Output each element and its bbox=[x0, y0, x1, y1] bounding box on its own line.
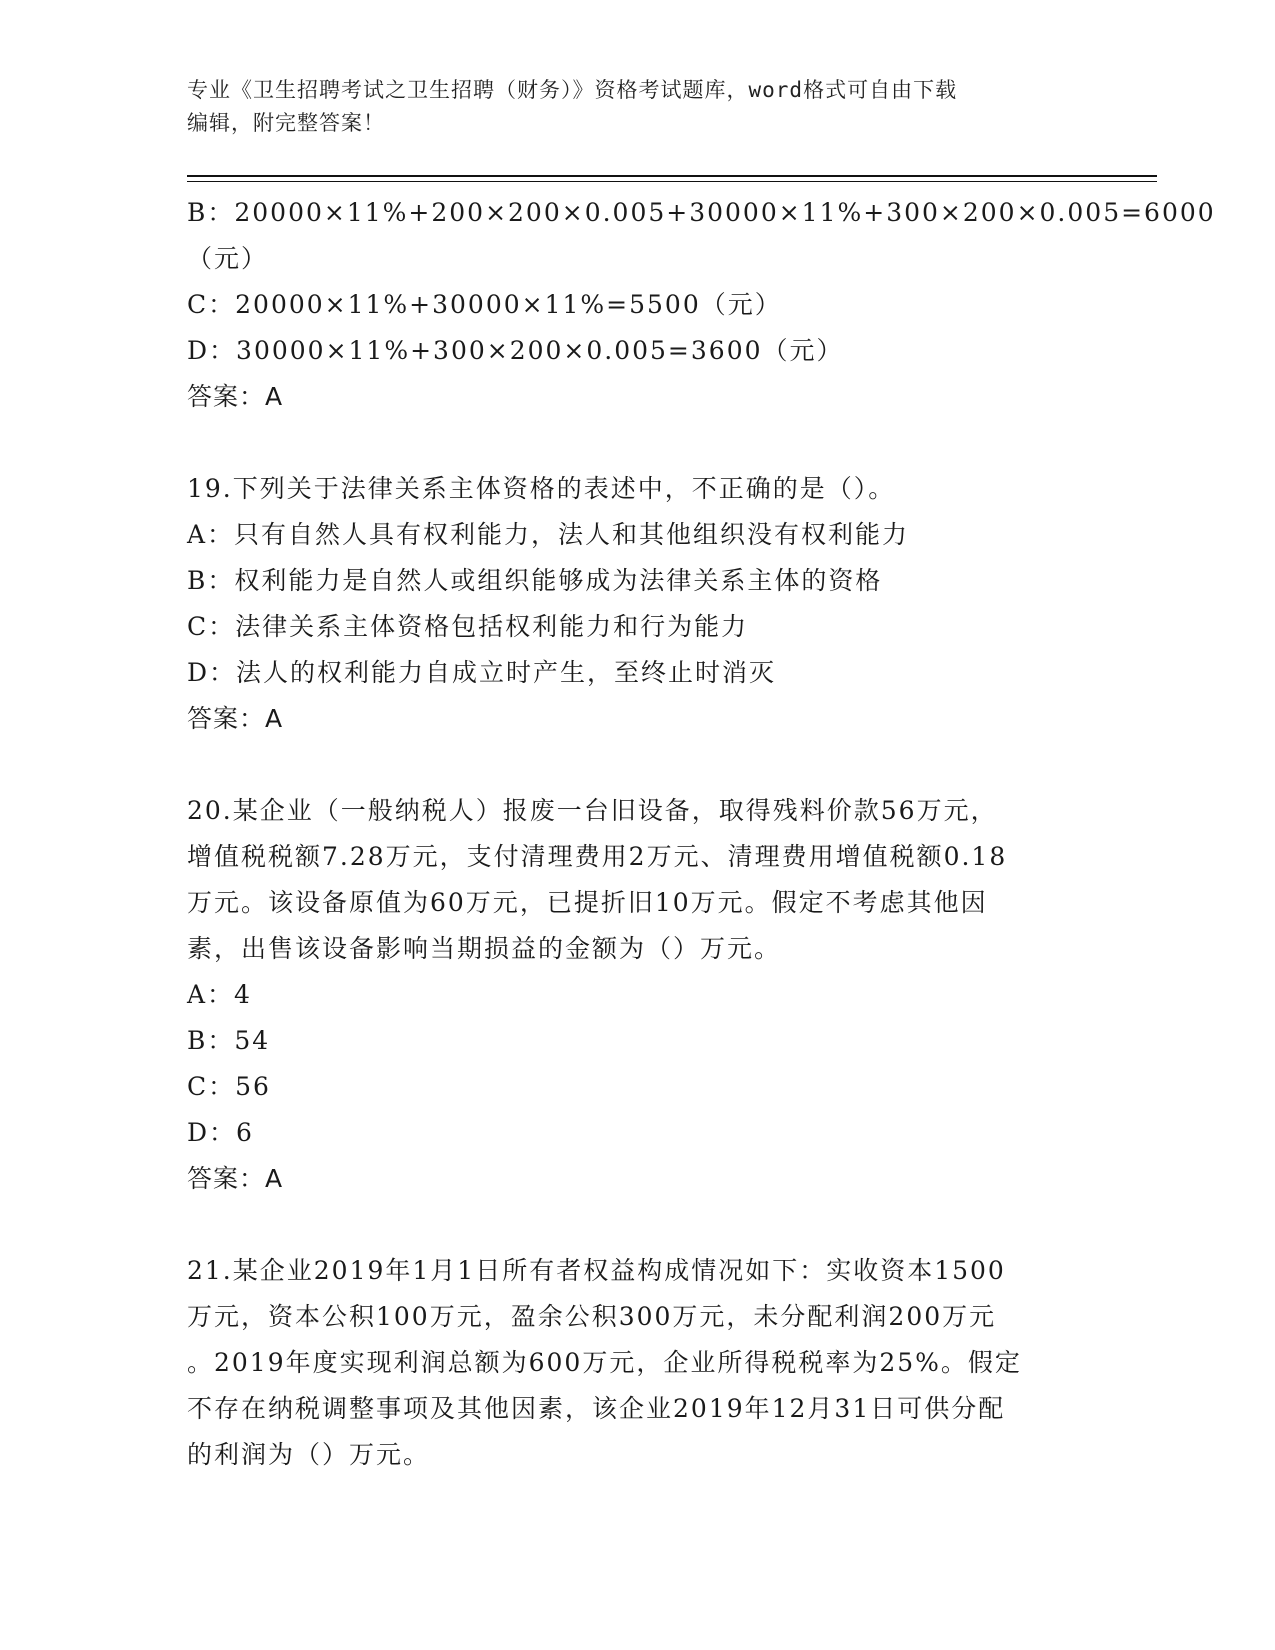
spacer bbox=[187, 1202, 1087, 1248]
question-stem: 19.下列关于法律关系主体资格的表述中，不正确的是（）。 bbox=[187, 474, 896, 503]
question-19 bbox=[187, 466, 1087, 742]
option-a: A：只有自然人具有权利能力，法人和其他组织没有权利能力 bbox=[187, 520, 910, 549]
question-20 bbox=[187, 788, 1087, 1202]
option-c: C：20000×11%+30000×11%=5500（元） bbox=[187, 290, 782, 319]
question-stem-line: 万元。该设备原值为60万元，已提折旧10万元。假定不考虑其他因 bbox=[187, 888, 988, 917]
question-content bbox=[187, 190, 1216, 1478]
question-stem-line: 21.某企业2019年1月1日所有者权益构成情况如下：实收资本1500 bbox=[187, 1256, 1006, 1285]
option-d: D：法人的权利能力自成立时产生，至终止时消灭 bbox=[187, 658, 777, 687]
answer-label: 答案：A bbox=[187, 704, 284, 733]
answer-label: 答案：A bbox=[187, 1164, 284, 1193]
option-d: D：6 bbox=[187, 1118, 254, 1147]
option-c: C：法律关系主体资格包括权利能力和行为能力 bbox=[187, 612, 749, 641]
prev-question-block bbox=[187, 190, 1216, 420]
question-stem-line: 的利润为（）万元。 bbox=[187, 1440, 431, 1469]
question-stem-line: 。2019年度实现利润总额为600万元，企业所得税税率为25%。假定 bbox=[187, 1348, 1022, 1377]
question-21 bbox=[187, 1248, 1087, 1478]
spacer bbox=[187, 420, 1087, 466]
option-d: D：30000×11%+300×200×0.005=3600（元） bbox=[187, 336, 844, 365]
header-line-1: 专业《卫生招聘考试之卫生招聘（财务）》资格考试题库，word格式可自由下载 bbox=[187, 78, 958, 102]
document-header bbox=[187, 74, 1087, 140]
question-stem-line: 万元，资本公积100万元，盈余公积300万元，未分配利润200万元 bbox=[187, 1302, 997, 1331]
option-c: C：56 bbox=[187, 1072, 271, 1101]
option-b-continuation: （元） bbox=[187, 244, 269, 273]
option-b: B：权利能力是自然人或组织能够成为法律关系主体的资格 bbox=[187, 566, 883, 595]
spacer bbox=[187, 742, 1087, 788]
answer-label: 答案：A bbox=[187, 382, 284, 411]
option-b: B：54 bbox=[187, 1026, 271, 1055]
question-stem-line: 增值税税额7.28万元，支付清理费用2万元、清理费用增值税额0.18 bbox=[187, 842, 1008, 871]
option-b: B：20000×11%+200×200×0.005+30000×11%+300×200×0.005=6000 bbox=[187, 198, 1216, 227]
question-stem-line: 不存在纳税调整事项及其他因素，该企业2019年12月31日可供分配 bbox=[187, 1394, 1006, 1423]
header-divider-thick bbox=[187, 175, 1157, 177]
question-stem-line: 20.某企业（一般纳税人）报废一台旧设备，取得残料价款56万元， bbox=[187, 796, 998, 825]
option-a: A：4 bbox=[187, 980, 252, 1009]
question-stem-line: 素，出售该设备影响当期损益的金额为（）万元。 bbox=[187, 934, 782, 963]
header-line-2: 编辑，附完整答案！ bbox=[187, 111, 385, 135]
header-divider-thin bbox=[187, 181, 1157, 182]
